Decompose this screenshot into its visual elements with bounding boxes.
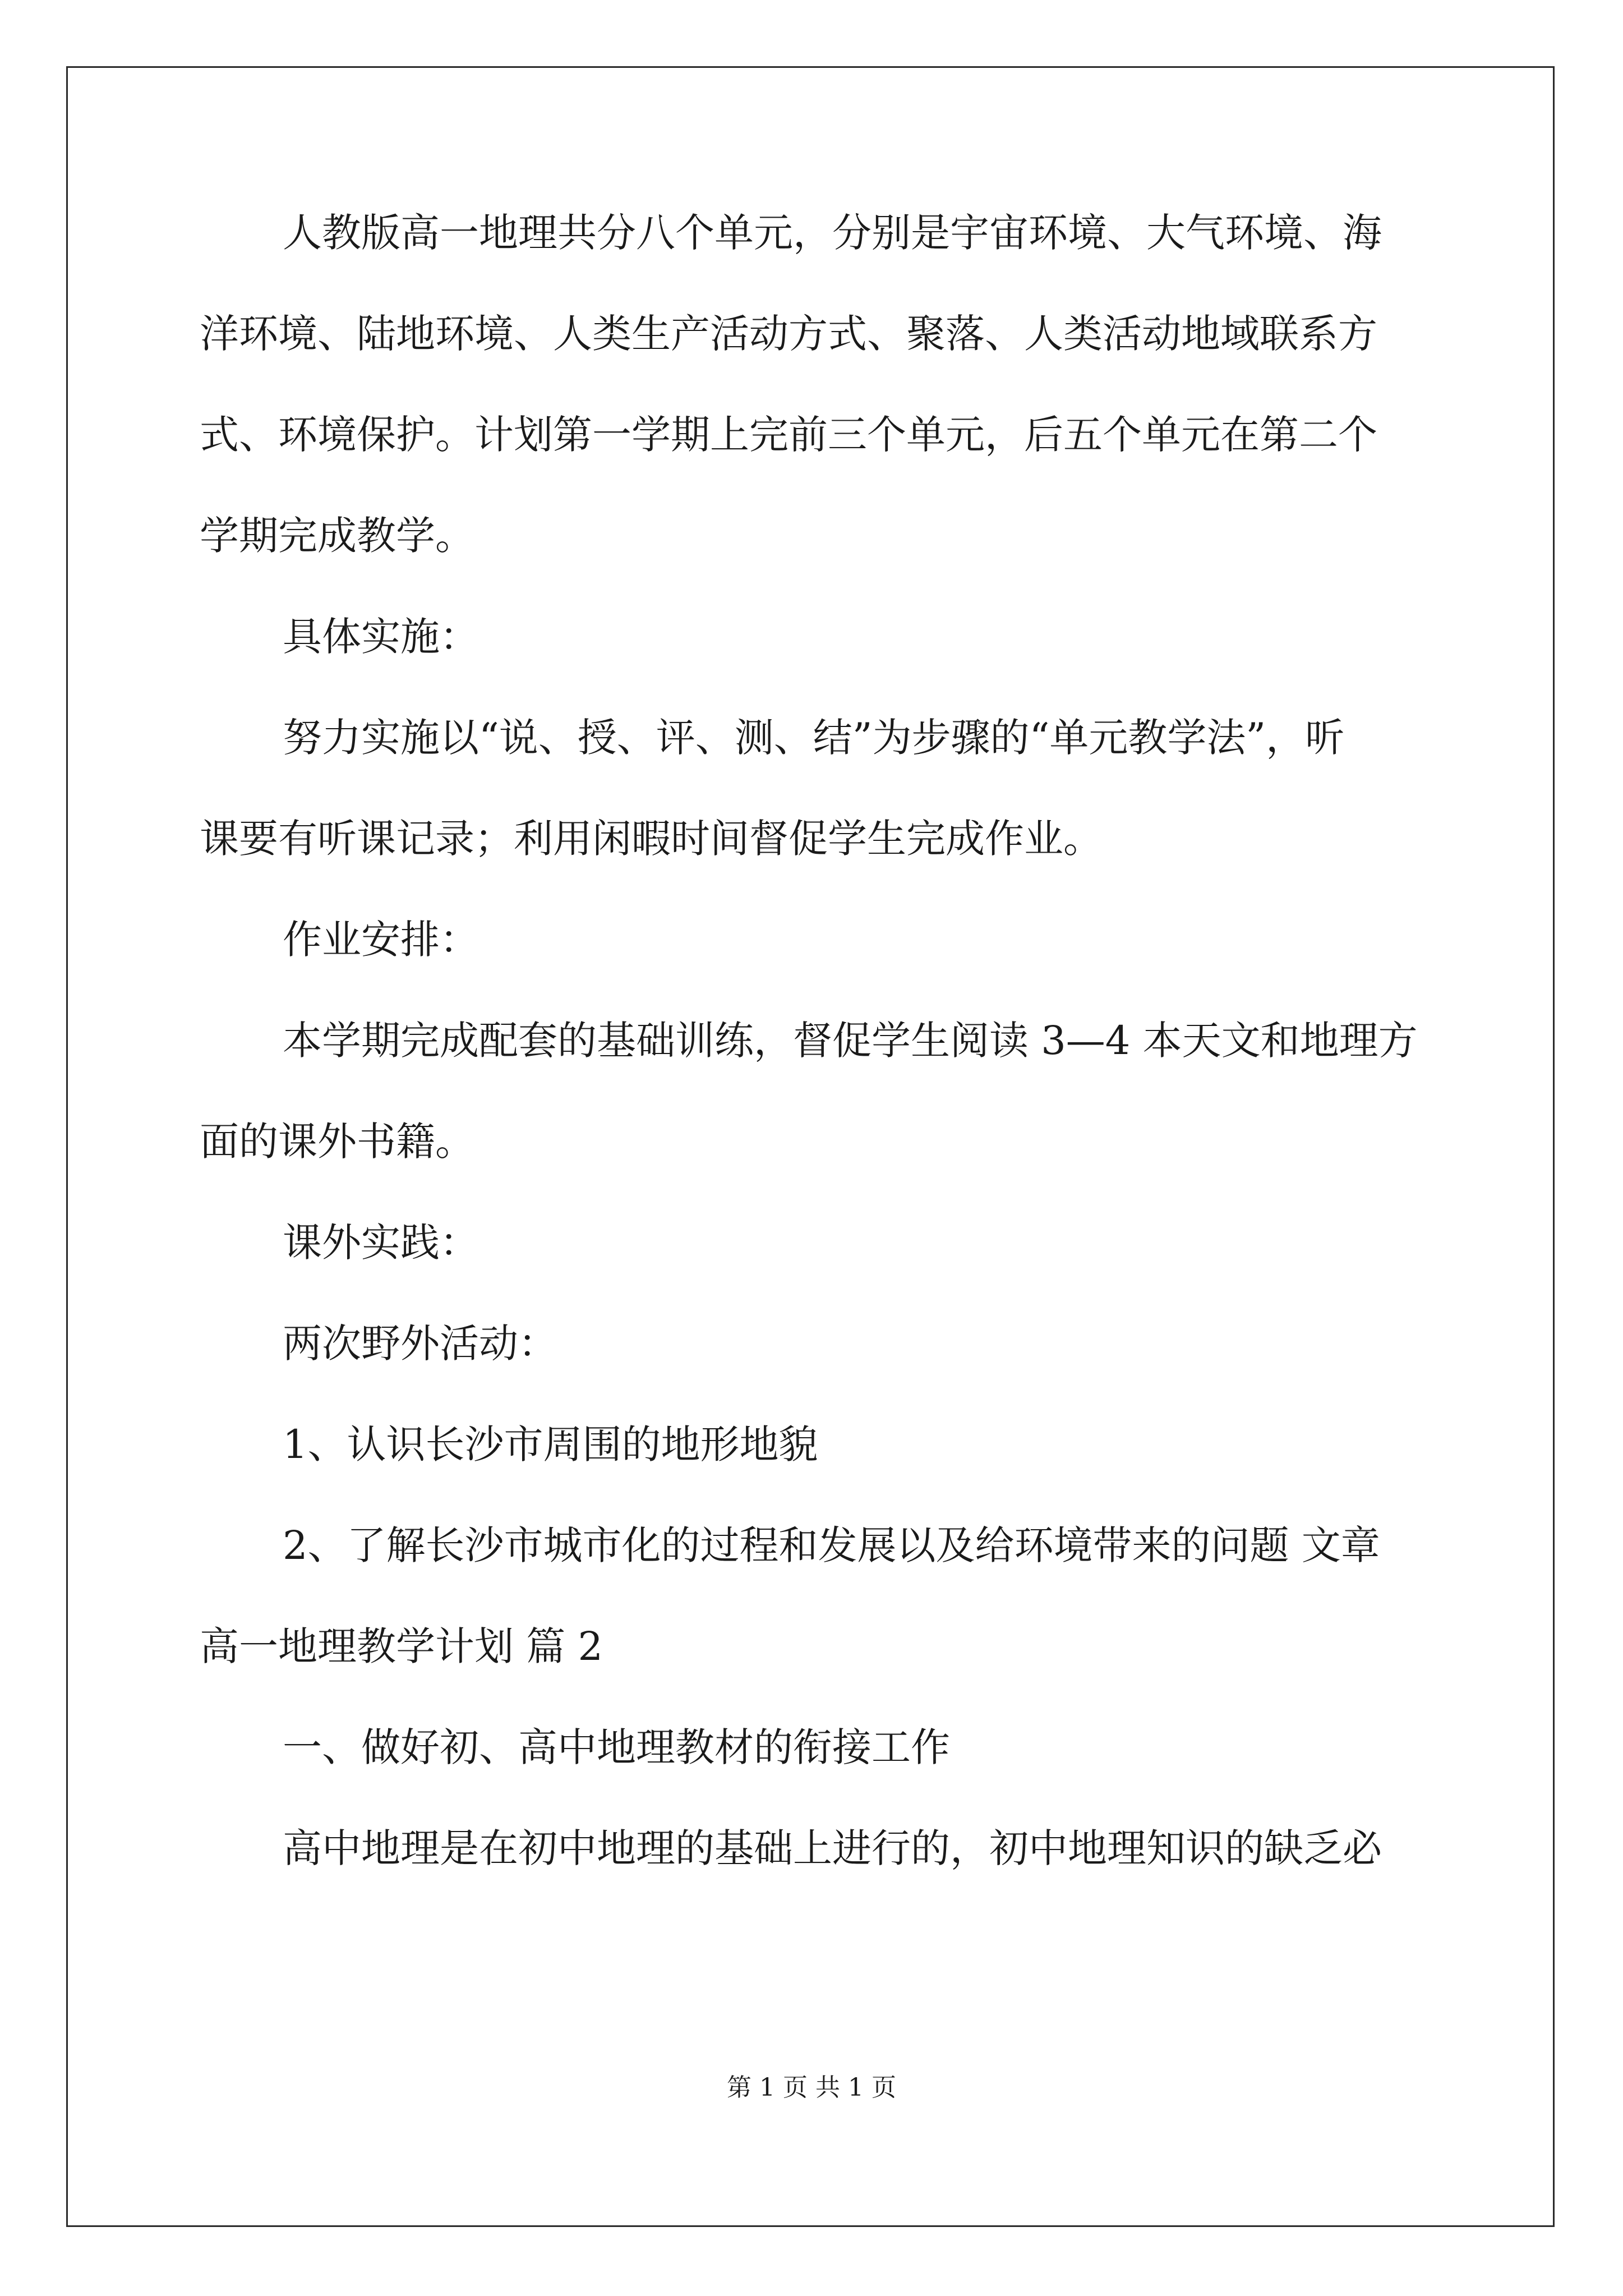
paragraph-line: 洋环境、陆地环境、人类生产活动方式、聚落、人类活动地域联系方	[200, 311, 1377, 357]
section-heading: 一、做好初、高中地理教材的衔接工作	[283, 1724, 950, 1770]
page-number: 第 1 页 共 1 页	[727, 2073, 896, 2102]
paragraph-line: 人教版高一地理共分八个单元，分别是宇宙环境、大气环境、海	[283, 210, 1382, 256]
list-item: 2、了解长沙市城市化的过程和发展以及给环境带来的问题 文章	[283, 1522, 1380, 1568]
paragraph-line: 两次野外活动：	[283, 1320, 557, 1366]
paragraph-line: 式、环境保护。计划第一学期上完前三个单元，后五个单元在第二个	[200, 412, 1377, 458]
paragraph-line: 课要有听课记录；利用闲暇时间督促学生完成作业。	[200, 816, 1103, 862]
document-title: 高一地理教学计划 篇 2	[200, 1623, 603, 1669]
section-heading: 具体实施：	[283, 614, 479, 660]
paragraph-line: 学期完成教学。	[200, 513, 474, 559]
paragraph-line: 本学期完成配套的基础训练，督促学生阅读 3—4 本天文和地理方	[283, 1018, 1418, 1064]
paragraph-line: 面的课外书籍。	[200, 1119, 474, 1165]
list-item: 1、认识长沙市周围的地形地貌	[283, 1421, 818, 1467]
paragraph-line: 努力实施以“说、授、评、测、结”为步骤的“单元教学法”，听	[283, 715, 1345, 761]
section-heading: 作业安排：	[283, 917, 479, 963]
paragraph-line: 高中地理是在初中地理的基础上进行的，初中地理知识的缺乏必	[283, 1825, 1382, 1871]
section-heading: 课外实践：	[283, 1220, 479, 1266]
